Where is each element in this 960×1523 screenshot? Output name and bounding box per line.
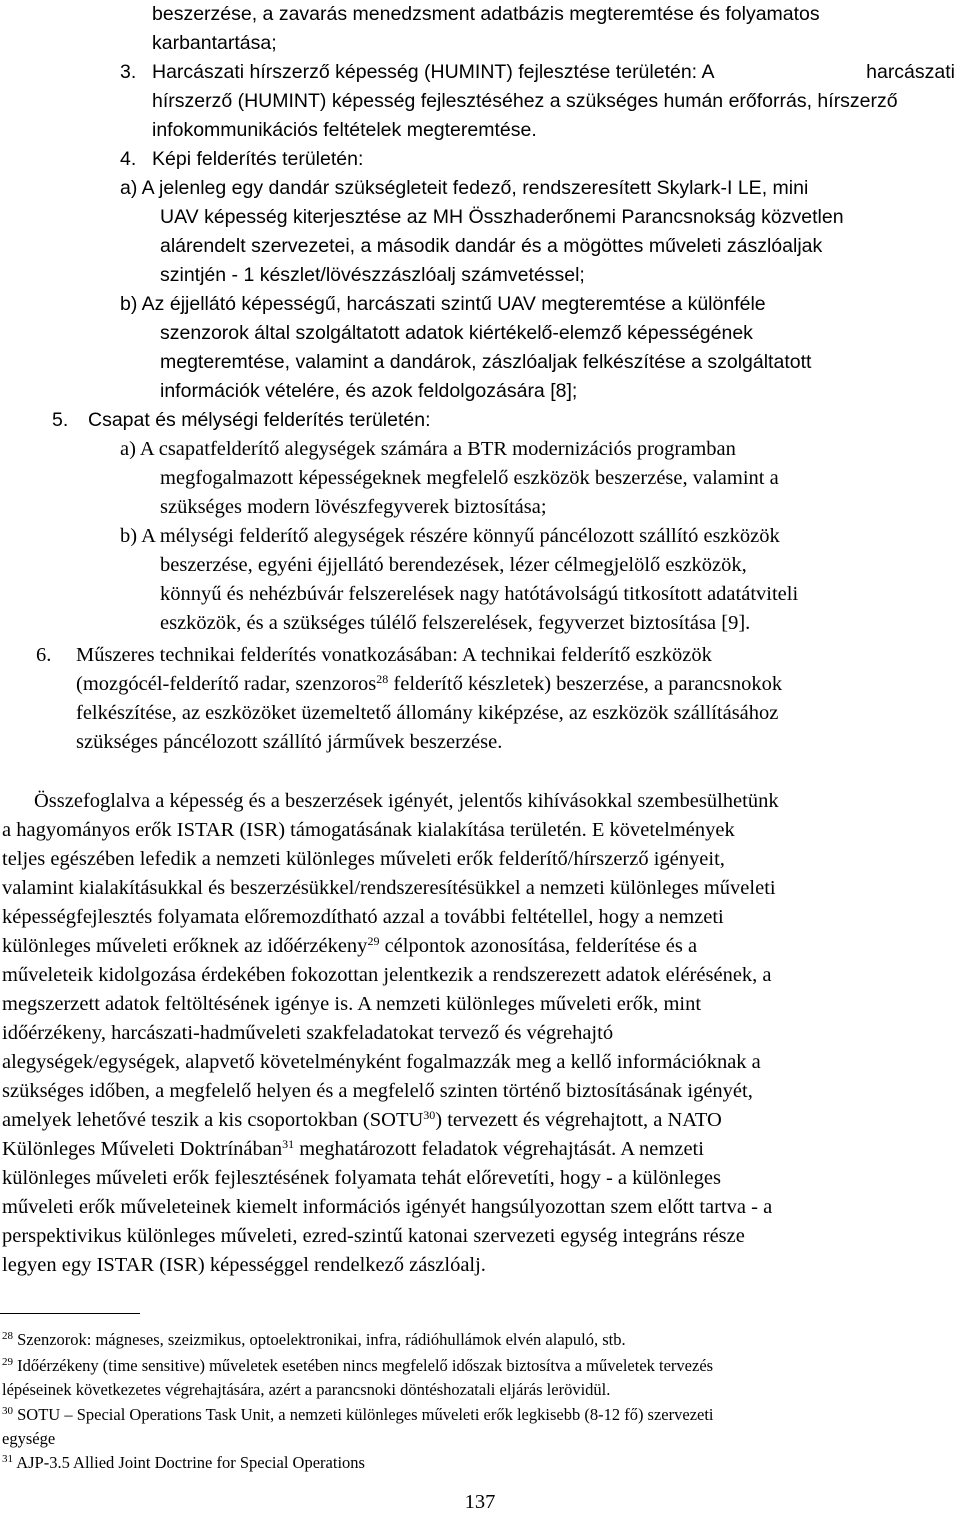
list-number: 6. (36, 644, 52, 666)
footnote-30 (2, 1405, 714, 1425)
list-number: 4. (120, 148, 137, 170)
summary-line (2, 1107, 722, 1133)
text-segment: Különleges Műveleti Doktrínában (2, 1138, 283, 1160)
body-line: alárendelt szervezetei, a második dandár és a mögöttes műveleti zászlóaljak (160, 235, 823, 257)
list-item-title: Csapat és mélységi felderítés területén: (88, 409, 431, 431)
text-segment: ) tervezett és végrehajtott, a NATO (435, 1109, 722, 1131)
body-line: Műszeres technikai felderítés vonatkozásában: A technikai felderítő eszközök (76, 644, 712, 666)
text-segment: meghatározott feladatok végrehajtását. A nemzeti (294, 1138, 704, 1160)
summary-line (2, 1136, 704, 1162)
summary-line: képességfejlesztés folyamata előremozdítható azzal a további feltétellel, hogy a nemzeti (2, 906, 724, 928)
summary-line (2, 933, 697, 959)
footnote-ref: 29 (367, 934, 380, 948)
footnote-30-cont: egysége (2, 1429, 56, 1448)
footnote-text: Szenzorok: mágneses, szeizmikus, optoelektronikai, infra, rádióhullámok elvén alapuló, stb. (13, 1330, 626, 1349)
body-line: eszközök, és a szükséges túlélő felszerelések, fegyverzet biztosítása [9]. (160, 612, 751, 634)
summary-line: alegységek/egységek, alapvető követelményként fogalmazzák meg a kellő információknak a (2, 1051, 761, 1073)
sub-item-a: a) A csapatfelderítő alegységek számára a BTR modernizációs programban (120, 438, 736, 460)
body-line: infokommunikációs feltételek megteremtése. (152, 119, 537, 141)
body-line (76, 671, 782, 697)
body-line: szükséges páncélozott szállító járművek beszerzése. (76, 731, 503, 753)
footnote-number: 29 (2, 1356, 13, 1368)
footnote-number: 28 (2, 1330, 13, 1342)
body-line: beszerzése, a zavarás menedzsment adatbázis megteremtése és folyamatos (152, 3, 820, 25)
list-number: 3. (120, 61, 137, 83)
body-line: megfogalmazott képességeknek megfelelő eszközök beszerzése, valamint a (160, 467, 779, 489)
summary-line: teljes egészében lefedik a nemzeti különleges műveleti erők felderítő/hírszerző igényeit, (2, 848, 725, 870)
body-line: megteremtése, valamint a dandárok, zászlóaljak felkészítése a szolgáltatott (160, 351, 812, 373)
footnote-number: 30 (2, 1405, 13, 1417)
text-segment: (mozgócél-felderítő radar, szenzoros (76, 673, 377, 695)
body-line: szükséges modern lövészfegyverek biztosítása; (160, 496, 547, 518)
summary-line: műveleteik kidolgozása érdekében fokozottan jelentkezik a rendszerezett adatok elérésének, a (2, 964, 772, 986)
footnote-text: SOTU – Special Operations Task Unit, a nemzeti különleges műveleti erők legkisebb (8-12 fő) szervezeti (17, 1405, 714, 1424)
footnote-text: AJP-3.5 Allied Joint Doctrine for Special Operations (13, 1453, 365, 1472)
page-number: 137 (464, 1491, 496, 1513)
body-line: beszerzése, egyéni éjjellátó berendezések, lézer célmegjelölő eszközök, (160, 554, 747, 576)
summary-line: legyen egy ISTAR (ISR) képességgel rendelkező zászlóalj. (2, 1254, 486, 1276)
sub-item-b: b) Az éjjellátó képességű, harcászati szintű UAV megteremtése a különféle (120, 293, 766, 315)
body-line: felkészítése, az eszközöket üzemeltető állomány kiképzése, az eszközök szállításához (76, 702, 779, 724)
text-segment: felderítő készletek) beszerzése, a parancsnokok (388, 673, 783, 695)
footnote-28 (2, 1330, 626, 1350)
summary-line: a hagyományos erők ISTAR (ISR) támogatásának kialakítása területén. E követelmények (2, 819, 735, 841)
summary-line: megszerzett adatok feltöltésének igénye is. A nemzeti különleges műveleti erők, mint (2, 993, 702, 1015)
text-segment: célpontok azonosítása, felderítése és a (379, 935, 698, 957)
footnote-ref: 28 (376, 672, 389, 686)
body-line: hírszerző (HUMINT) képesség fejlesztéséhez a szükséges humán erőforrás, hírszerző (152, 90, 898, 112)
body-line: információk vételére, és azok feldolgozására [8]; (160, 380, 578, 402)
footnote-29 (2, 1356, 713, 1376)
text-segment: különleges műveleti erőknek az időérzékeny (2, 935, 368, 957)
text-segment: amelyek lehetővé teszik a kis csoportokban (SOTU (2, 1109, 424, 1131)
footnote-29-cont: lépéseinek következetes végrehajtására, azért a parancsnoki döntéshozatali eljárás lerövidül. (2, 1380, 611, 1399)
summary-line: szükséges időben, a megfelelő helyen és a megfelelő szinten történő biztosításának igényét, (2, 1080, 753, 1102)
footnote-31 (2, 1453, 365, 1473)
text-segment: harcászati (866, 61, 955, 83)
body-line: szintjén - 1 készlet/lövészzászlóalj számvetéssel; (160, 264, 585, 286)
list-item-3-line (152, 59, 955, 85)
footnote-separator (0, 1313, 140, 1314)
footnote-text: Időérzékeny (time sensitive) műveletek esetében nincs megfelelő időszak biztosítva a műveletek tervezés (17, 1356, 714, 1375)
body-line: szenzorok által szolgáltatott adatok kiértékelő-elemző képességének (160, 322, 753, 344)
body-line: könnyű és nehézbúvár felszerelések nagy hatótávolságú titkosított adatátviteli (160, 583, 799, 605)
summary-line: Összefoglalva a képesség és a beszerzések igényét, jelentős kihívásokkal szembesülhetünk (34, 790, 779, 812)
body-line: karbantartása; (152, 32, 277, 54)
summary-line: időérzékeny, harcászati-hadműveleti szakfeladatokat tervező és végrehajtó (2, 1022, 614, 1044)
sub-item-a: a) A jelenleg egy dandár szükségleteit fedező, rendszeresített Skylark-I LE, mini (120, 177, 809, 199)
body-line: UAV képesség kiterjesztése az MH Összhaderőnemi Parancsnokság közvetlen (160, 206, 844, 228)
footnote-number: 31 (2, 1453, 13, 1465)
text-segment: Harcászati hírszerző képesség (HUMINT) fejlesztése területén: A (152, 61, 715, 83)
summary-line: műveleti erők műveleteinek kiemelt információs igényét hangsúlyozottan szem előtt tartva - a (2, 1196, 773, 1218)
footnote-ref: 31 (282, 1137, 295, 1151)
summary-line: valamint kialakításukkal és beszerzésükkel/rendszeresítésükkel a nemzeti különleges műveleti (2, 877, 776, 899)
summary-line: perspektivikus különleges műveleti, ezred-szintű katonai szervezeti egység integráns része (2, 1225, 745, 1247)
list-number: 5. (52, 409, 69, 431)
footnote-ref: 30 (423, 1108, 436, 1122)
list-item-title: Képi felderítés területén: (152, 148, 364, 170)
summary-line: különleges műveleti erők fejlesztésének folyamata tehát előrevetíti, hogy - a különleges (2, 1167, 721, 1189)
sub-item-b: b) A mélységi felderítő alegységek részére könnyű páncélozott szállító eszközök (120, 525, 780, 547)
